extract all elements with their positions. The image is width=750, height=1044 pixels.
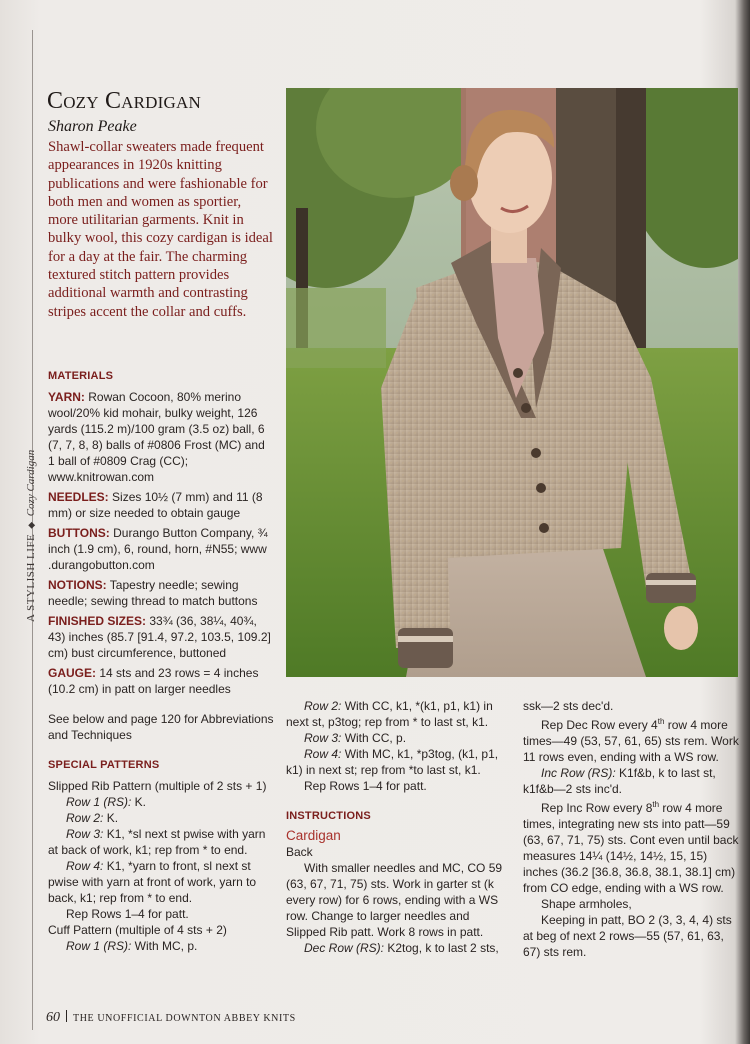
buttons-text: Durango Button Company, ¾ inch (1.9 cm), 6, round, horn, #N55; www .durangobutton.com (48, 526, 268, 572)
cuff-row3-label: Row 3: (304, 731, 342, 745)
cuff-row1-label: Row 1 (RS): (66, 939, 132, 953)
slipped-rib-row2 (48, 810, 274, 826)
page-footer (46, 1010, 296, 1026)
row3-label: Row 3: (66, 827, 104, 841)
materials-heading: MATERIALS (48, 370, 114, 382)
needles-text: Sizes 10½ (7 mm) and 11 (8 mm) or size needed to obtain gauge (48, 490, 263, 520)
row1-text: K. (131, 795, 147, 809)
rep-inc-text-b: row 4 more times, integrating new sts into patt—59 (63, 67, 71, 75) sts. Cont even until back measures 14¼ (14½, 14½, 15, 15) inches (36.2 [36.8, 36.8, 38.1, 38.1] cm) from CO edge, ending with a WS row. (523, 801, 739, 895)
cuff-row3-text: With CC, p. (341, 731, 407, 745)
cuff-pattern-title: Cuff Pattern (multiple of 4 sts + 2) (48, 923, 227, 937)
cuff-row2 (286, 698, 508, 730)
pattern-author: Sharon Peake (48, 118, 137, 135)
row4-label: Row 4: (66, 859, 104, 873)
keeping-in-patt: Keeping in patt, BO 2 (3, 3, 4, 4) sts at beg of next 2 rows—55 (57, 61, 63, 67) sts rem. (523, 913, 732, 959)
pattern-title: Cozy Cardigan (47, 88, 201, 114)
inc-row-text: K1f&b, k to last st, k1f&b—2 sts inc'd. (523, 766, 716, 796)
yarn-entry (48, 389, 274, 485)
notions-label: NOTIONS: (48, 578, 107, 592)
cuff-row3 (286, 730, 508, 746)
side-running-head (6, 0, 37, 1044)
dec-row-text: K2tog, k to last 2 sts, (384, 941, 499, 955)
rep-inc-text-a: Rep Inc Row every 8 (541, 801, 653, 815)
cardigan-subheading: Cardigan (286, 828, 341, 843)
cardigan-photo (286, 88, 738, 677)
ssk-line: ssk—2 sts dec'd. (523, 699, 614, 713)
notions-text: Tapestry needle; sewing needle; sewing thread to match buttons (48, 578, 258, 608)
rep-inc-row (523, 797, 739, 896)
rep-dec-text-b: row 4 more times—49 (53, 57, 61, 65) sts rem. Work 11 rows even, ending with a WS row. (523, 718, 739, 764)
cuff-row4-text: With MC, k1, *p3tog, (k1, p1, k1) in next st; rep from *to last st, k1. (286, 747, 499, 777)
dec-row-label: Dec Row (RS): (304, 941, 385, 955)
slipped-rib-row3 (48, 826, 274, 858)
cuff-repeat: Rep Rows 1–4 for patt. (304, 779, 427, 793)
materials-column (48, 368, 274, 954)
cuff-row2-text: With CC, k1, *(k1, p1, k1) in next st, p3tog; rep from * to last st, k1. (286, 699, 493, 729)
inc-row-label: Inc Row (RS): (541, 766, 616, 780)
diamond-icon: ◆ (26, 521, 36, 529)
cuff-row4-label: Row 4: (304, 747, 342, 761)
needles-entry (48, 489, 274, 521)
cuff-row2-label: Row 2: (304, 699, 342, 713)
sizes-entry (48, 613, 274, 661)
rep-dec-sup: th (657, 717, 665, 726)
see-below-note: See below and page 120 for Abbreviations and Techniques (48, 712, 274, 742)
rep-inc-sup: th (652, 800, 660, 809)
gauge-label: GAUGE: (48, 666, 96, 680)
gauge-entry (48, 665, 274, 697)
sizes-text: 33¾ (36, 38¼, 40¾, 43) inches (85.7 [91.4, 97.2, 103.5, 109.2] cm) bust circumference, buttoned (48, 614, 271, 660)
notions-entry (48, 577, 274, 609)
instructions-heading: INSTRUCTIONS (286, 810, 371, 822)
continued-column (523, 698, 739, 960)
rep-dec-text-a: Rep Dec Row every 4 (541, 718, 658, 732)
row2-text: K. (103, 811, 119, 825)
slipped-rib-row4 (48, 858, 274, 906)
yarn-label: YARN: (48, 390, 85, 404)
instructions-column (286, 698, 508, 956)
needles-label: NEEDLES: (48, 490, 109, 504)
row2-label: Row 2: (66, 811, 104, 825)
pattern-intro: Shawl-collar sweaters made frequent appearances in 1920s knitting publications and were fashionable for both men and women as sportier, more utilitarian garments. Knit in bulky wool, this cozy cardigan is ideal for a day at the fair. The charming textured stitch pattern provides additional warmth and contrasting stripes accent the collar and cuffs. (48, 139, 273, 320)
section-topic: Cozy Cardigan (25, 449, 37, 517)
yarn-text: Rowan Cocoon, 80% merino wool/20% kid mohair, bulky weight, 126 yards (115.2 m)/100 gram (3.5 oz) ball, 6 (7, 7, 8, 8) balls of #0806 Frost (MC) and 1 ball of #0809 Crag (CC); www.knitrowan.com (48, 390, 265, 484)
rep-dec-row (523, 714, 739, 765)
sizes-label: FINISHED SIZES: (48, 614, 147, 628)
dec-row (286, 940, 508, 956)
page-number: 60 (46, 1010, 60, 1025)
cuff-row4 (286, 746, 508, 778)
slipped-rib-repeat: Rep Rows 1–4 for patt. (66, 907, 189, 921)
row1-label: Row 1 (RS): (66, 795, 132, 809)
gauge-text: 14 sts and 23 rows = 4 inches (10.2 cm) in patt on larger needles (48, 666, 259, 696)
back-subheading: Back (286, 845, 313, 859)
row4-text: K1, *yarn to front, sl next st pwise with yarn at front of work, yarn to back, k1; rep from * to end. (48, 859, 257, 905)
shape-armholes: Shape armholes, (541, 897, 632, 911)
book-title: THE UNOFFICIAL DOWNTON ABBEY KNITS (73, 1013, 296, 1024)
section-name: A STYLISH LIFE (25, 533, 37, 622)
cuff-row1 (48, 938, 274, 954)
footer-divider (66, 1010, 67, 1022)
slipped-rib-title: Slipped Rib Pattern (multiple of 2 sts + 1) (48, 779, 267, 793)
special-patterns-heading: SPECIAL PATTERNS (48, 759, 160, 771)
buttons-entry (48, 525, 274, 573)
row3-text: K1, *sl next st pwise with yarn at back of work, k1; rep from * to end. (48, 827, 266, 857)
buttons-label: BUTTONS: (48, 526, 110, 540)
cuff-row1-text: With MC, p. (131, 939, 198, 953)
inc-row (523, 765, 739, 797)
slipped-rib-row1 (48, 794, 274, 810)
back-instructions: With smaller needles and MC, CO 59 (63, 67, 71, 75) sts. Work in garter st (k every row) for 6 rows, ending with a WS row. Change to larger needles and Slipped Rib patt. Work 8 rows in patt. (286, 861, 503, 939)
